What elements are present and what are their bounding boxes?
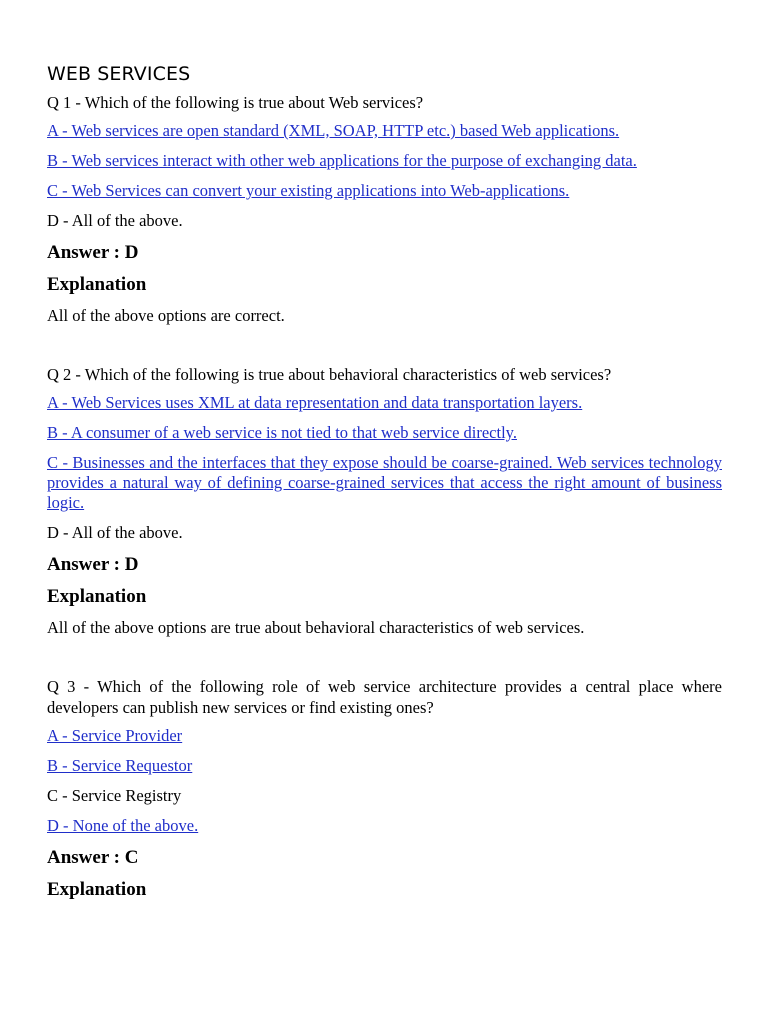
answer-label: Answer : D — [47, 242, 139, 263]
option-d-text: D - All of the above. — [47, 211, 183, 230]
answer-label: Answer : C — [47, 847, 139, 868]
explanation-text: All of the above options are correct. — [47, 306, 285, 325]
answer-label: Answer : D — [47, 554, 139, 575]
option-b-link[interactable]: B - Web services interact with other web applications for the purpose of exchanging data. — [47, 151, 637, 170]
option-d-text: D - All of the above. — [47, 523, 183, 542]
option-b-link[interactable]: B - A consumer of a web service is not tied to that web service directly. — [47, 423, 517, 442]
option-a-link[interactable]: A - Service Provider — [47, 726, 183, 745]
explanation-heading: Explanation — [47, 586, 147, 607]
document-page — [47, 62, 722, 910]
option-a-link[interactable]: A - Web services are open standard (XML, SOAP, HTTP etc.) based Web applications. — [47, 121, 620, 140]
explanation-text: All of the above options are true about behavioral characteristics of web services. — [47, 618, 585, 637]
option-c-text: C - Service Registry — [47, 786, 182, 805]
question-text: Q 1 - Which of the following is true about Web services? — [47, 93, 424, 112]
option-d-link[interactable]: D - None of the above. — [47, 816, 199, 835]
option-b-link[interactable]: B - Service Requestor — [47, 756, 193, 775]
question-text: Q 3 - Which of the following role of web service architecture provides a central place where developers can publish new services or find existing ones? — [47, 677, 722, 717]
question-block-3 — [47, 676, 722, 902]
question-block-2 — [47, 364, 722, 638]
option-c-link[interactable]: C - Businesses and the interfaces that they expose should be coarse-grained. Web services technology provides a natural way of defining coarse-grained services that access the right amount of business logic. — [47, 453, 722, 512]
option-c-link[interactable]: C - Web Services can convert your existing applications into Web-applications. — [47, 181, 570, 200]
explanation-heading: Explanation — [47, 274, 147, 295]
page-title: WEB SERVICES — [47, 63, 191, 85]
question-text: Q 2 - Which of the following is true about behavioral characteristics of web services? — [47, 365, 612, 384]
question-block-1 — [47, 92, 722, 326]
explanation-heading: Explanation — [47, 879, 147, 900]
option-a-link[interactable]: A - Web Services uses XML at data representation and data transportation layers. — [47, 393, 583, 412]
